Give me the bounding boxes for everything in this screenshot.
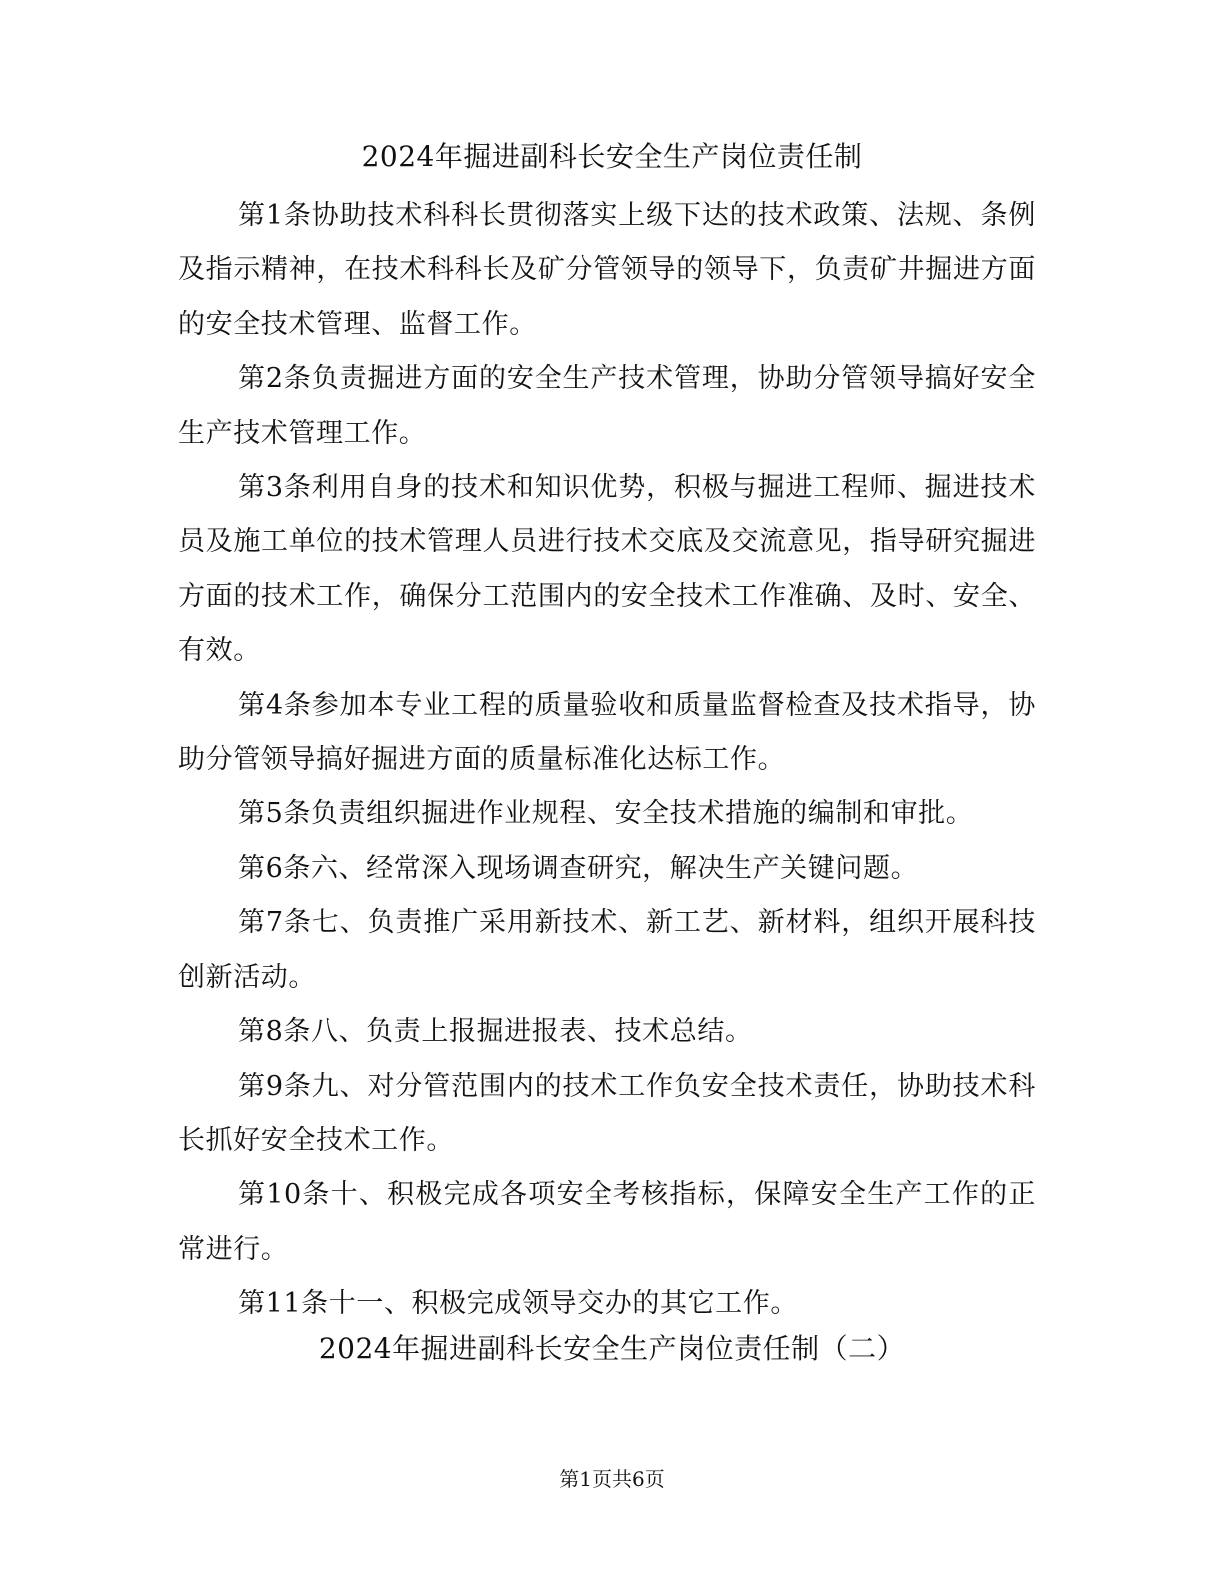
article-3: 第3条利用自身的技术和知识优势，积极与掘进工程师、掘进技术员及施工单位的技术管理人员进行技术交底及交流意见，指导研究掘进方面的技术工作，确保分工范围内的安全技术工作准确、及时、安全、有效。 [178,472,1036,667]
document-body [178,189,1036,1332]
article-7: 第7条七、负责推广采用新技术、新工艺、新材料，组织开展科技创新活动。 [178,907,1036,993]
article-6: 第6条六、经常深入现场调查研究，解决生产关键问题。 [238,852,919,884]
article-1: 第1条协助技术科科长贯彻落实上级下达的技术政策、法规、条例及指示精神，在技术科科长及矿分管领导的领导下，负责矿井掘进方面的安全技术管理、监督工作。 [178,200,1036,340]
article-5: 第5条负责组织掘进作业规程、安全技术措施的编制和审批。 [238,798,974,830]
article-8: 第8条八、负责上报掘进报表、技术总结。 [238,1016,753,1048]
second-section-title: 2024年掘进副科长安全生产岗位责任制（二） [318,1332,906,1365]
page-indicator: 第1页共6页 [559,1467,665,1491]
article-10: 第10条十、积极完成各项安全考核指标，保障安全生产工作的正常进行。 [178,1179,1036,1265]
article-11: 第11条十一、积极完成领导交办的其它工作。 [238,1288,798,1320]
article-9: 第9条九、对分管范围内的技术工作负安全技术责任，协助技术科长抓好安全技术工作。 [178,1070,1036,1156]
article-4: 第4条参加本专业工程的质量验收和质量监督检查及技术指导，协助分管领导搞好掘进方面的质量标准化达标工作。 [178,689,1036,776]
article-2: 第2条负责掘进方面的安全生产技术管理，协助分管领导搞好安全生产技术管理工作。 [178,363,1036,449]
document-title: 2024年掘进副科长安全生产岗位责任制 [361,140,863,173]
